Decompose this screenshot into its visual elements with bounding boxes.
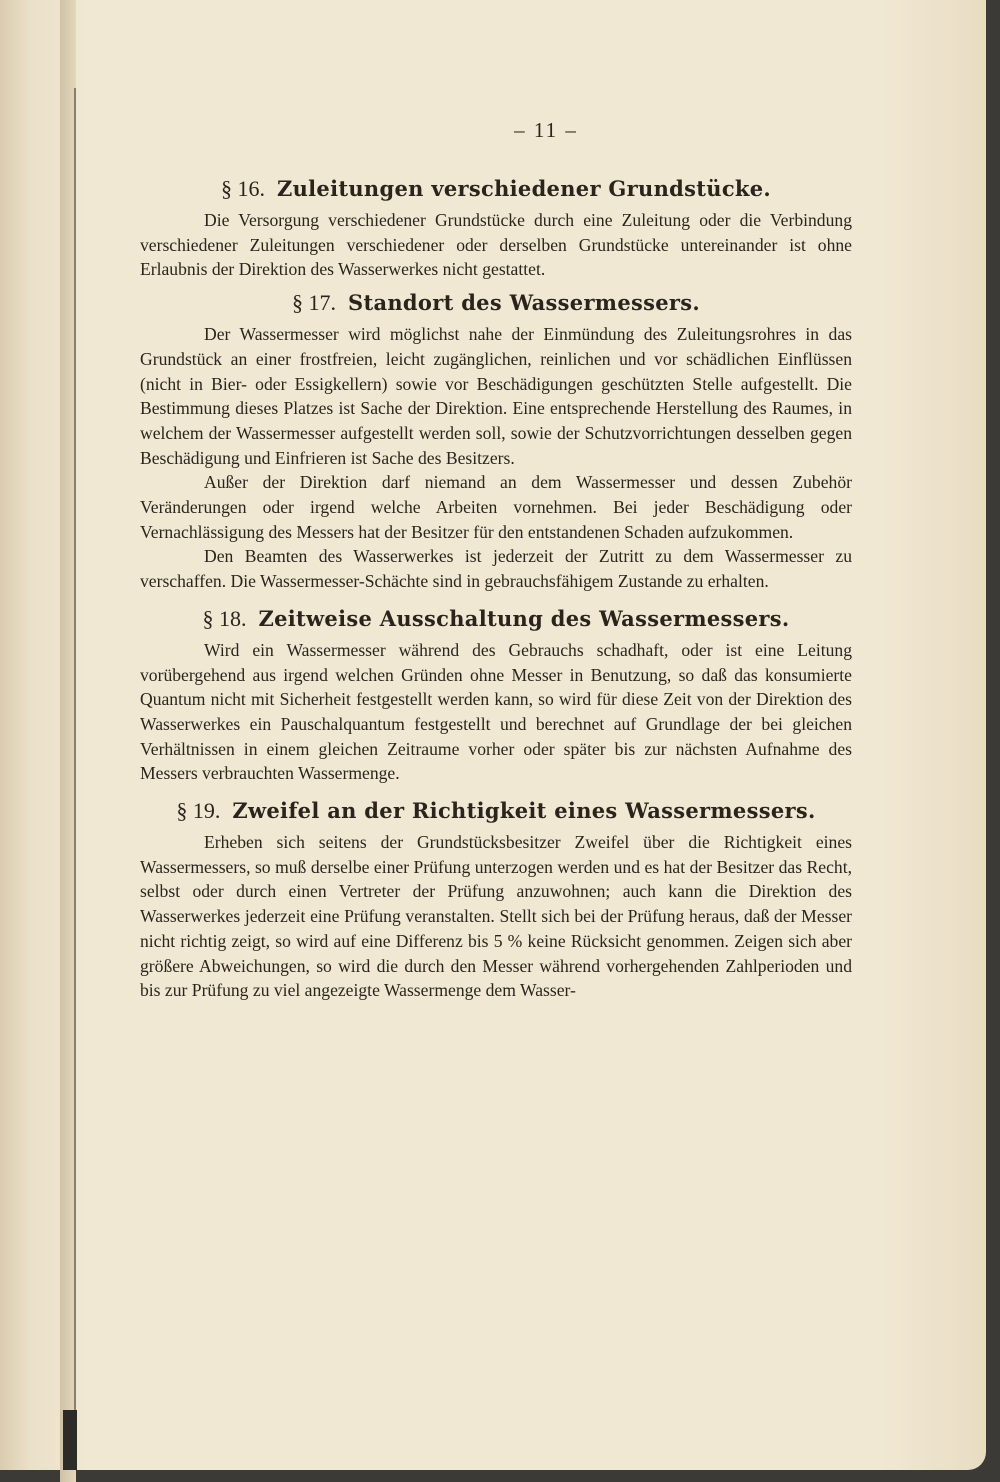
section-heading [140,606,852,632]
section-19 [140,798,852,1003]
section-number: § 19. [176,798,221,824]
section-heading [140,176,852,202]
section-number: § 18. [202,605,247,631]
paragraph: Der Wassermesser wird möglichst nahe der Einmündung des Zuleitungsrohres in das Grundstück an einer frostfreien, leicht zugänglichen, reinlichen und vor schädlichen Einflüssen (nicht in Bier- oder Essigkellern) sowie vor Beschädigungen geschützten Stelle aufgestellt. Die Bestimmung dieses Platzes ist Sache der Direktion. Eine entsprechende Herstellung des Raumes, in welchem der Wassermesser aufgestellt werden soll, sowie der Schutzvorrichtungen desselben gegen Beschädigung und Einfrieren ist Sache des Besitzers. [140,324,852,468]
binding-shadow [63,1410,77,1470]
section-number: § 16. [220,176,265,201]
paragraph: Erheben sich seitens der Grundstücksbesitzer Zweifel über die Richtigkeit eines Wassermessers, so muß derselbe einer Prüfung unterzogen werden und es hat der Besitzer das Recht, selbst oder durch einen Vertreter der Prüfung anzuwohnen; auch kann die Direktion des Wasserwerkes jederzeit eine Prüfung veranstalten. Stellt sich bei der Prüfung heraus, daß der Messer nicht richtig zeigt, so wird auf eine Differenz bis 5 % keine Rücksicht genommen. Zeigen sich aber größere Abweichungen, so wird die durch den Messer während vorhergehenden Zahlperioden und bis zur Prüfung zu viel angezeigte Wassermenge dem Wasser- [140,832,852,1001]
section-17 [140,290,852,594]
paragraph: Wird ein Wassermesser während des Gebrauchs schadhaft, oder ist eine Leitung vorübergehend aus irgend welchen Gründen ohne Messer in Benutzung, so daß das konsumierte Quantum nicht mit Sicherheit festgestellt werden kann, so wird für diese Zeit von der Direktion des Wasserwerkes ein Pauschalquantum festgestellt und berechnet auf Grundlage der bei gleichen Verhältnissen in einem gleichen Zeitraume vorher oder später bis zur nächsten Aufnahme des Messers verbrauchten Wassermenge. [140,639,852,784]
section-heading [140,798,852,824]
section-title: Standort des Wassermessers. [347,290,700,316]
page-number: – 11 – [514,118,578,142]
section-number: § 17. [291,290,336,316]
section-18 [140,606,852,786]
paragraph: Die Versorgung verschiedener Grundstücke durch eine Zuleitung oder die Verbindung verschiedener Zuleitungen verschiedener oder derselben Grundstücke untereinander ist ohne Erlaubnis der Direktion des Wasserwerkes nicht gestattet. [140,210,852,280]
paragraph: Den Beamten des Wasserwerkes ist jederzeit der Zutritt zu dem Wassermesser zu verschaffen. Die Wassermesser-Schächte sind in gebrauchsfähigem Zustande zu erhalten. [140,546,852,592]
page-gutter-line [74,88,76,1468]
section-heading [140,290,852,316]
section-title: Zweifel an der Richtigkeit eines Wassermessers. [232,798,816,824]
paragraph: Außer der Direktion darf niemand an dem Wassermesser und dessen Zubehör Veränderungen oder irgend welche Arbeiten vornehmen. Bei jeder Beschädigung oder Vernachlässigung des Messers hat der Besitzer für den entstandenen Schaden aufzukommen. [140,472,852,542]
section-title: Zuleitungen verschiedener Grundstücke. [276,176,772,201]
page-content [140,118,852,1003]
section-16 [140,176,852,282]
section-title: Zeitweise Ausschaltung des Wassermessers. [258,605,790,631]
